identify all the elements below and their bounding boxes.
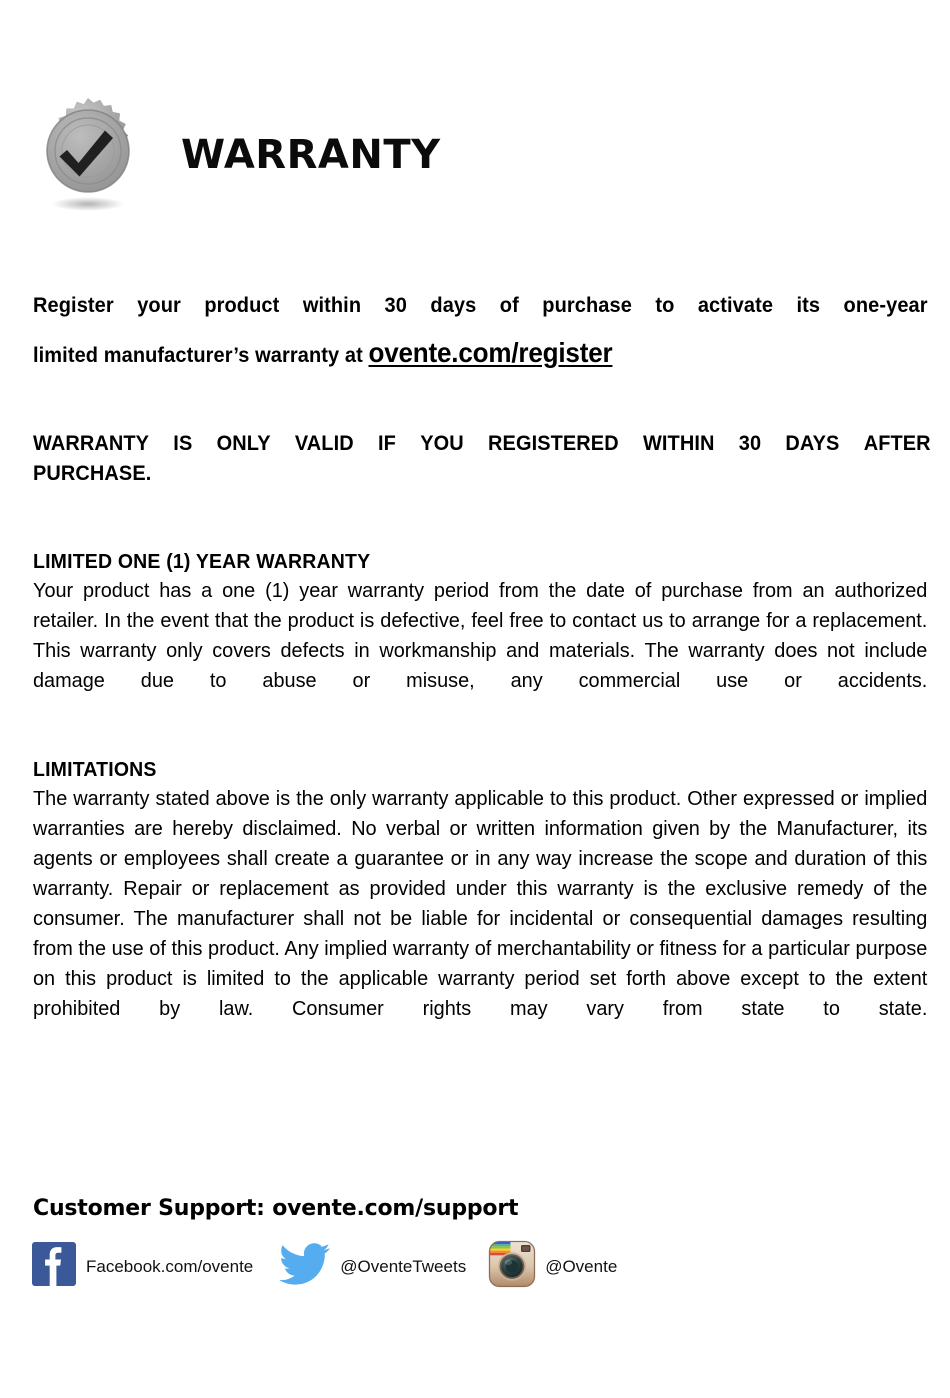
val-w5: YOU xyxy=(420,432,464,455)
reg-w7: purchase xyxy=(542,293,632,317)
social-links-row xyxy=(31,1240,617,1293)
customer-support-line: Customer Support: ovente.com/support xyxy=(33,1196,519,1221)
validity-notice xyxy=(33,430,931,488)
instagram-icon xyxy=(488,1240,536,1293)
warranty-seal-checkmark-icon xyxy=(33,96,143,214)
val-w7: WITHIN xyxy=(642,432,715,455)
twitter-icon xyxy=(279,1241,331,1292)
section-heading: LIMITATIONS xyxy=(33,758,157,781)
section-limited-one-year-warranty xyxy=(33,549,929,726)
section-body: The warranty stated above is the only warranty applicable to this product. Other expressed or implied warranties are hereby disclaimed. No verbal or written information given by the Manufacturer, its agents or employees shall create a guarantee or in any way increase the scope and duration of this warranty. Repair or replacement as provided under this warranty is the exclusive remedy of the consumer. The manufacturer shall not be liable for incidental or consequential damages resulting from the use of this product. Any implied warranty of merchantability or fitness for a particular purpose on this product is limited to the applicable warranty period set forth above except to the extent prohibited by law. Consumer rights may vary from state to state. xyxy=(33,787,928,1020)
page-title: WARRANTY xyxy=(181,131,441,178)
reg-w0: Register xyxy=(33,293,114,317)
facebook-label: Facebook.com/ovente xyxy=(86,1256,254,1276)
reg-w6: of xyxy=(499,293,519,317)
section-limitations xyxy=(33,757,929,1054)
registration-prefix: limited manufacturer’s warranty at xyxy=(33,343,369,367)
instagram-label: @Ovente xyxy=(545,1256,618,1276)
social-link-instagram[interactable] xyxy=(488,1240,617,1293)
section-heading: LIMITED ONE (1) YEAR WARRANTY xyxy=(33,550,371,573)
val-w8: 30 xyxy=(738,432,762,455)
val-w4: IF xyxy=(378,432,396,455)
val-w6: REGISTERED xyxy=(488,432,619,455)
reg-w5: days xyxy=(430,293,477,317)
val-w0: WARRANTY xyxy=(33,432,150,455)
val-w1: IS xyxy=(173,432,193,455)
validity-line-2: PURCHASE. xyxy=(33,462,152,485)
reg-w3: within xyxy=(302,293,362,317)
reg-w10: its xyxy=(796,293,821,317)
registration-instruction xyxy=(33,281,929,379)
social-link-twitter[interactable] xyxy=(279,1241,466,1292)
facebook-icon xyxy=(31,1241,77,1292)
val-w10: AFTER xyxy=(863,432,931,455)
reg-w1: your xyxy=(137,293,181,317)
registration-line-1 xyxy=(33,281,928,329)
document-header xyxy=(33,92,913,217)
section-body: Your product has a one (1) year warranty period from the date of purchase from an authorized retailer. In the event that the product is defective, feel free to contact us to arrange for a replacement. This warranty only covers defects in workmanship and materials. The warranty does not include damage due to abuse or misuse, any commercial use or accidents. xyxy=(33,579,928,692)
reg-w8: to xyxy=(655,293,675,317)
reg-w11: one-year xyxy=(843,293,928,317)
reg-w9: activate xyxy=(697,293,774,317)
social-link-facebook[interactable] xyxy=(31,1241,253,1292)
reg-w4: 30 xyxy=(384,293,407,317)
validity-line-1 xyxy=(33,430,931,458)
val-w9: DAYS xyxy=(785,432,840,455)
val-w3: VALID xyxy=(294,432,354,455)
register-url-link[interactable]: ovente.com/register xyxy=(368,337,613,368)
twitter-label: @OventeTweets xyxy=(340,1256,467,1276)
reg-w2: product xyxy=(204,293,280,317)
registration-line-2 xyxy=(33,329,866,379)
val-w2: ONLY xyxy=(216,432,271,455)
